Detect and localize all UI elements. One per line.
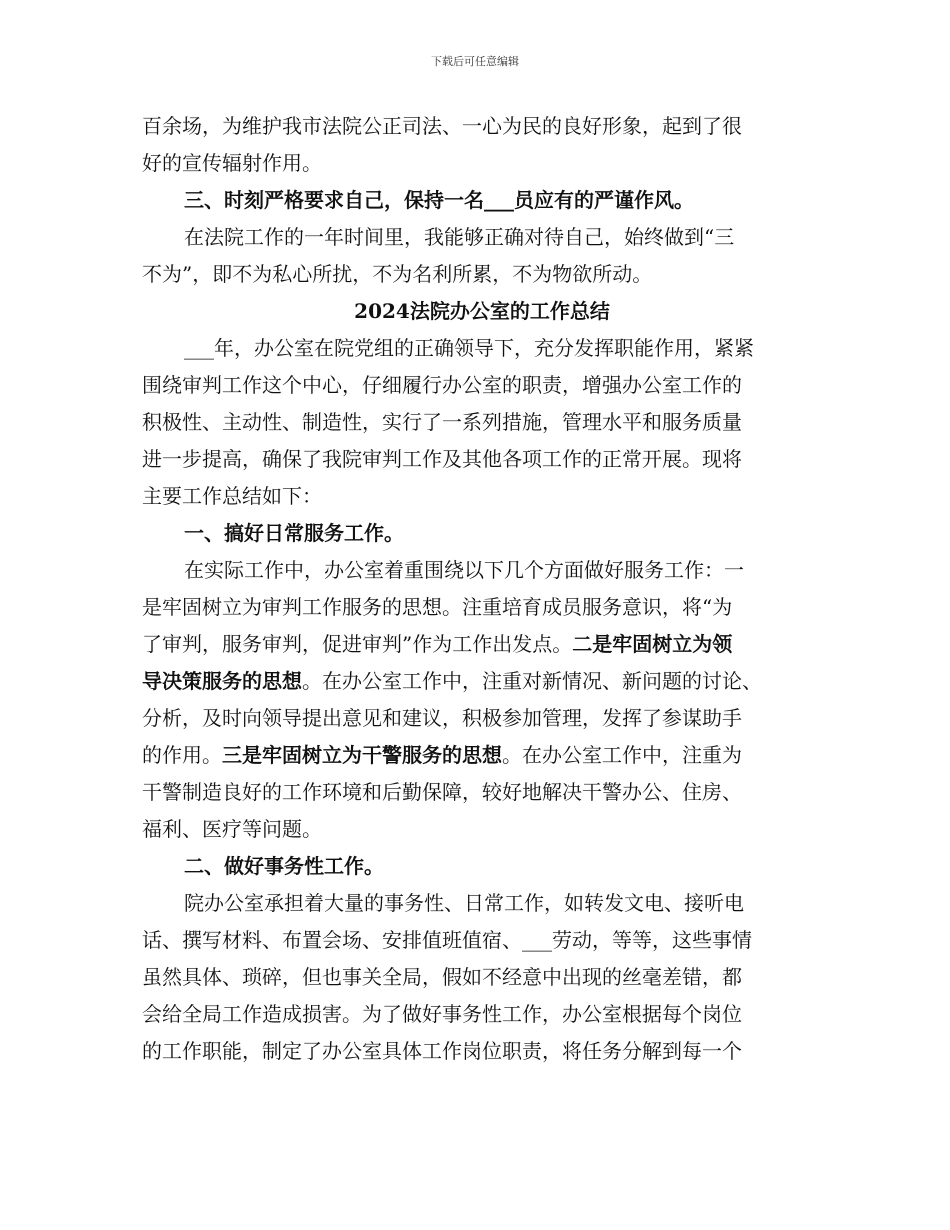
text-segment: 积极性、主动性、制造性，实行了一系列措施，管理水平和服务质量 (142, 410, 742, 434)
document-title: 2024法院办公室的工作总结 (354, 299, 610, 323)
text-line (142, 922, 822, 959)
text-line (142, 959, 822, 996)
text-segment: 。在办公室工作中，注重对新情况、新问题的讨论、 (302, 669, 762, 693)
text-line (142, 1033, 822, 1070)
text-segment: 福利、医疗等问题。 (142, 817, 322, 841)
text-line (142, 737, 822, 774)
text-line (142, 774, 822, 811)
text-segment: 干警制造良好的工作环境和后勤保障，较好地解决干警办公、住房、 (142, 780, 742, 804)
text-line (142, 515, 822, 552)
text-segment: 话、撰写材料、布置会场、安排值班值宿、___劳动，等等，这些事情 (142, 928, 752, 952)
bold-text-segment: 三是牢固树立为干警服务的思想 (222, 743, 502, 767)
text-segment: 。在办公室工作中，注重为 (502, 743, 742, 767)
text-line (142, 404, 822, 441)
text-segment: 的作用。 (142, 743, 222, 767)
text-segment: 分析，及时向领导提出意见和建议，积极参加管理，发挥了参谋助手 (142, 706, 742, 730)
text-line (142, 367, 822, 404)
text-segment: ___年，办公室在院党组的正确领导下，充分发挥职能作用，紧紧 (184, 336, 754, 360)
text-line (142, 811, 822, 848)
bold-text-segment: 一、搞好日常服务工作。 (184, 521, 404, 545)
bold-text-segment: 二、做好事务性工作。 (184, 854, 384, 878)
main-section (142, 330, 822, 1070)
text-line: 好的宣传辐射作用。 (142, 151, 322, 175)
text-line (142, 626, 822, 663)
header-note: 下载后可任意编辑 (431, 55, 519, 68)
text-line (142, 589, 822, 626)
intro-section (142, 108, 822, 293)
text-segment: 虽然具体、琐碎，但也事关全局，假如不经意中出现的丝毫差错，都 (142, 965, 742, 989)
text-segment: 院办公室承担着大量的事务性、日常工作，如转发文电、接听电 (184, 891, 744, 915)
text-line (142, 885, 822, 922)
text-line: 不为”，即不为私心所扰，不为名利所累，不为物欲所动。 (142, 262, 653, 286)
bold-text-segment: 导决策服务的思想 (142, 669, 302, 693)
text-segment: 进一步提高，确保了我院审判工作及其他各项工作的正常开展。现将 (142, 447, 742, 471)
text-line: 三、时刻严格要求自己，保持一名___员应有的严谨作风。 (184, 188, 694, 212)
document-body (142, 108, 822, 1070)
text-segment: 在实际工作中，办公室着重围绕以下几个方面做好服务工作：一 (184, 558, 744, 582)
text-line (142, 996, 822, 1033)
text-segment: 的工作职能，制定了办公室具体工作岗位职责，将任务分解到每一个 (142, 1039, 742, 1063)
text-segment: 围绕审判工作这个中心，仔细履行办公室的职责，增强办公室工作的 (142, 373, 742, 397)
text-line (142, 848, 822, 885)
text-line (142, 663, 822, 700)
text-line (142, 552, 822, 589)
text-line (142, 700, 822, 737)
text-segment: 了审判，服务审判，促进审判”作为工作出发点。 (142, 632, 573, 656)
text-segment: 会给全局工作造成损害。为了做好事务性工作，办公室根据每个岗位 (142, 1002, 742, 1026)
text-segment: 是牢固树立为审判工作服务的思想。注重培育成员服务意识，将“为 (142, 595, 733, 619)
text-line (142, 441, 822, 478)
text-line (142, 330, 822, 367)
text-segment: 主要工作总结如下： (142, 484, 322, 508)
text-line: 百余场，为维护我市法院公正司法、一心为民的良好形象，起到了很 (142, 114, 742, 138)
bold-text-segment: 二是牢固树立为领 (572, 632, 733, 656)
text-line: 在法院工作的一年时间里，我能够正确对待自己，始终做到“三 (184, 225, 735, 249)
text-line (142, 478, 822, 515)
